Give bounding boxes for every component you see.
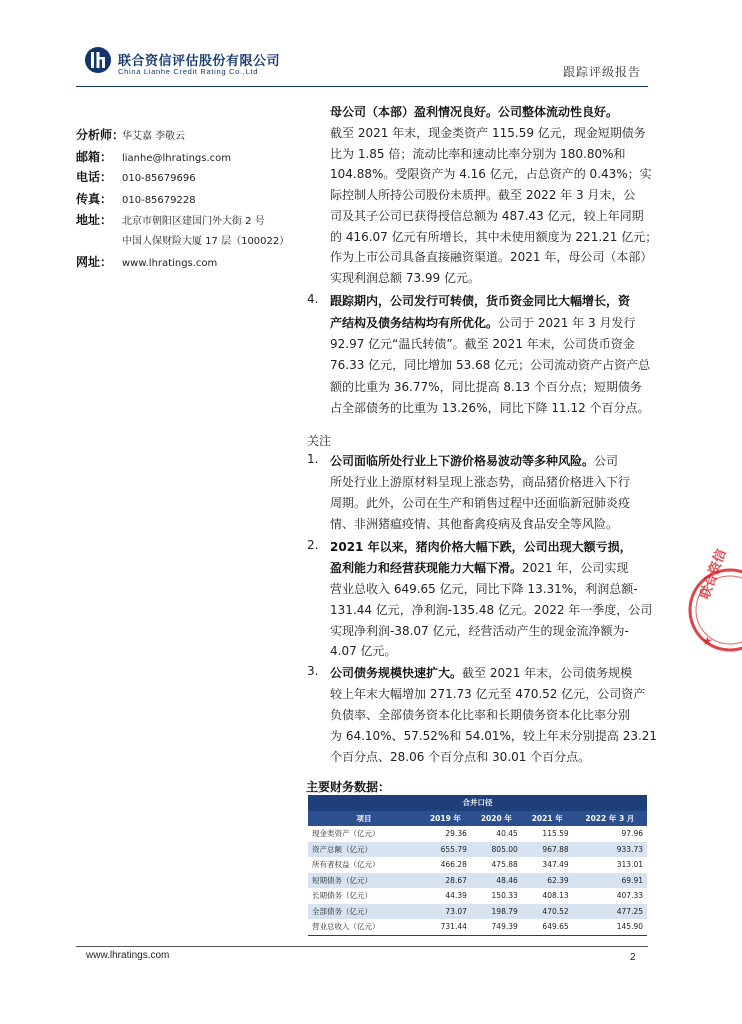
header-divider: [76, 86, 648, 87]
c3-number: 3.: [307, 664, 319, 678]
analyst-label: 分析师：: [76, 128, 125, 142]
table-row-label: 短期债务（亿元）: [308, 873, 420, 889]
table-cell: 145.90: [573, 919, 647, 935]
table-cell: 967.88: [522, 842, 573, 858]
table-cell: 649.65: [522, 919, 573, 935]
table-cell: 731.44: [420, 919, 471, 935]
table-cell: 408.13: [522, 888, 573, 904]
table-cell: 407.33: [573, 888, 647, 904]
table-cell: 477.25: [573, 904, 647, 920]
analyst-names: 华艾嘉 李敬云: [122, 131, 186, 142]
paragraph-line: 占全部债务的比重为 13.26%，同比下降 11.12 个百分点。: [330, 400, 650, 415]
paragraph-line: 所处行业上游原材料呈现上涨态势，商品猪价格进入下行: [330, 475, 631, 489]
financial-table-title: 主要财务数据：: [306, 780, 391, 794]
table-cell: 40.45: [471, 826, 522, 842]
table-row-label: 全部债务（亿元）: [308, 904, 420, 920]
paragraph-line: 4.07 亿元。: [330, 644, 397, 659]
table-row: [308, 826, 647, 842]
footer-divider: [76, 946, 648, 947]
c3-heading-tail: 截至 2021 年末，公司债务规模: [462, 666, 633, 680]
table-cell: 29.36: [420, 826, 471, 842]
paragraph-line: 较上年末大幅增加 271.73 亿元至 470.52 亿元，公司资产: [330, 687, 646, 701]
table-cell: 73.07: [420, 904, 471, 920]
phone-value: 010-85679696: [122, 173, 196, 184]
phone-row: [76, 168, 196, 185]
paragraph-line: 的 416.07 亿元有所增长，其中未使用额度为 221.21 亿元；: [330, 229, 658, 244]
table-row: [308, 904, 647, 920]
paragraph-line: 周期。此外，公司在生产和销售过程中还面临新冠肺炎疫: [330, 496, 631, 510]
paragraph-line: 92.97 亿元“温氏转债”。截至 2021 年末，公司货币资金: [330, 337, 635, 351]
paragraph-line: 截至 2021 年末，现金类资产 115.59 亿元，现金短期债务: [330, 126, 646, 140]
phone-label: 电话：: [76, 170, 113, 184]
c2-heading-bold2: 盈利能力和经营获现能力大幅下滑。: [330, 561, 523, 575]
table-row: [308, 888, 647, 904]
fax-row: [76, 190, 196, 207]
table-header-cell: 2020 年: [471, 811, 522, 827]
paragraph-line: 实现利润总额 73.99 亿元。: [330, 270, 480, 285]
seal-text: 联合资信: [697, 547, 730, 602]
c1-heading: [330, 452, 618, 469]
table-cell: 933.73: [573, 842, 647, 858]
table-cell: 313.01: [573, 857, 647, 873]
fax-value: 010-85679228: [122, 195, 196, 206]
p4-heading-bold2: 产结构及债务结构均有所优化。: [330, 316, 499, 330]
table-cell: 28.67: [420, 873, 471, 889]
table-cell: 115.59: [522, 826, 573, 842]
fax-label: 传真：: [76, 192, 113, 206]
table-row-label: 现金类资产（亿元）: [308, 826, 420, 842]
paragraph-line: 比为 1.85 倍；流动比率和速动比率分别为 180.80%和: [330, 146, 626, 161]
table-cell: 97.96: [573, 826, 647, 842]
paragraph-line: 为 64.10%、57.52%和 54.01%，较上年末分别提高 23.21: [330, 729, 658, 743]
table-row-label: 所有者权益（亿元）: [308, 857, 420, 873]
c2-heading-line2: [330, 559, 628, 576]
c3-heading: [330, 664, 632, 681]
c2-heading-line1: 2021 年以来，猪肉价格大幅下跌，公司出现大额亏损，: [330, 540, 632, 554]
table-cell: 48.46: [471, 873, 522, 889]
table-header-cell: 2019 年: [420, 811, 471, 827]
table-header-row: [308, 811, 647, 827]
paragraph-line: 额的比重为 36.77%，同比提高 8.13 个百分点；短期债务: [330, 379, 642, 394]
table-cell: 150.33: [471, 888, 522, 904]
table-header-cell: 2022 年 3 月: [573, 811, 647, 827]
email-label: 邮箱：: [76, 150, 113, 164]
concern-heading: 关注: [307, 434, 332, 448]
table-row-label: 营业总收入（亿元）: [308, 919, 420, 935]
p4-number: 4.: [307, 292, 319, 306]
p4-heading-line1: 跟踪期内，公司发行可转债，货币资金同比大幅增长，资: [330, 294, 631, 308]
table-header-cell: 2021 年: [522, 811, 573, 827]
table-cell: 655.79: [420, 842, 471, 858]
c3-heading-bold: 公司债务规模快速扩大。: [330, 666, 463, 680]
table-cell: 198.79: [471, 904, 522, 920]
table-row: [308, 873, 647, 889]
table-row-label: 长期债务（亿元）: [308, 888, 420, 904]
paragraph-line: 作为上市公司具备直接融资渠道。2021 年，母公司（本部）: [330, 250, 653, 265]
table-scope-row: [308, 795, 647, 811]
paragraph-line: 情、非洲猪瘟疫情、其他畜禽疫病及食品安全等风险。: [330, 517, 619, 531]
paragraph-line: 76.33 亿元，同比增加 53.68 亿元；公司流动资产占资产总: [330, 358, 651, 373]
table-cell: 44.39: [420, 888, 471, 904]
c1-heading-bold: 公司面临所处行业上下游价格易波动等多种风险。: [330, 454, 595, 468]
company-name-en: China Lianhe Credit Rating Co.,Ltd: [118, 67, 259, 76]
address-label: 地址：: [76, 213, 113, 227]
c2-number: 2.: [307, 538, 319, 552]
report-type-label: 跟踪评级报告: [562, 65, 641, 79]
table-cell: 62.39: [522, 873, 573, 889]
c2-line2-text: 2021 年，公司实现: [522, 561, 629, 575]
p4-line2-text: 公司于 2021 年 3 月发行: [498, 316, 636, 330]
website-row: [76, 253, 217, 270]
lianhe-logo-icon: [84, 46, 112, 74]
p4-heading-line2: [330, 314, 635, 331]
paragraph-line: 际控制人所持公司股份未质押。截至 2022 年 3 月末，公: [330, 188, 636, 203]
address-line-2: 中国人保财险大厦 17 层（100022）: [122, 236, 290, 247]
paragraph-line: 负债率、全部债务资本化比率和长期债务资本化比率分别: [330, 708, 631, 722]
email-row: [76, 148, 231, 165]
table-scope-label: 合并口径: [308, 795, 647, 811]
footer-website[interactable]: www.lhratings.com: [86, 950, 170, 961]
table-row: [308, 857, 647, 873]
table-row: [308, 919, 647, 935]
table-row-label: 资产总额（亿元）: [308, 842, 420, 858]
table-cell: 475.88: [471, 857, 522, 873]
website-value[interactable]: www.lhratings.com: [122, 258, 218, 269]
paragraph-line: 营业总收入 649.65 亿元，同比下降 13.31%，利润总额-: [330, 582, 638, 596]
company-name-cn: 联合资信评估股份有限公司: [118, 54, 281, 69]
table-cell: 347.49: [522, 857, 573, 873]
financial-data-table: [308, 795, 647, 936]
paragraph-line: 司及其子公司已获得授信总额为 487.43 亿元，较上年同期: [330, 208, 644, 223]
website-label: 网址：: [76, 255, 113, 269]
address-line-1: 北京市朝阳区建国门外大街 2 号: [122, 216, 265, 227]
table-cell: 749.39: [471, 919, 522, 935]
p3-continued-bold: 母公司（本部）盈利情况良好。公司整体流动性良好。: [330, 105, 619, 119]
table-cell: 805.00: [471, 842, 522, 858]
page-number: 2: [630, 952, 636, 963]
address-row: [76, 211, 265, 228]
c1-heading-tail: 公司: [594, 454, 619, 468]
table-cell: 470.52: [522, 904, 573, 920]
c1-number: 1.: [307, 452, 319, 466]
email-value[interactable]: lianhe@lhratings.com: [122, 153, 231, 164]
page-header: [0, 0, 724, 86]
table-header-cell: 项目: [308, 811, 420, 827]
analyst-row: [76, 126, 185, 143]
table-cell: 69.91: [573, 873, 647, 889]
table-row: [308, 842, 647, 858]
table-cell: 466.28: [420, 857, 471, 873]
company-seal-stamp: [682, 520, 742, 700]
seal-star-icon: ★: [702, 634, 713, 648]
paragraph-line: 实现净利润-38.07 亿元，经营活动产生的现金流净额为-: [330, 623, 629, 638]
table-body: [308, 826, 647, 935]
paragraph-line: 131.44 亿元，净利润-135.48 亿元。2022 年一季度，公司: [330, 602, 653, 617]
paragraph-line: 个百分点、28.06 个百分点和 30.01 个百分点。: [330, 750, 591, 764]
paragraph-line: 104.88%。受限资产为 4.16 亿元，占总资产的 0.43%；实: [330, 167, 652, 182]
